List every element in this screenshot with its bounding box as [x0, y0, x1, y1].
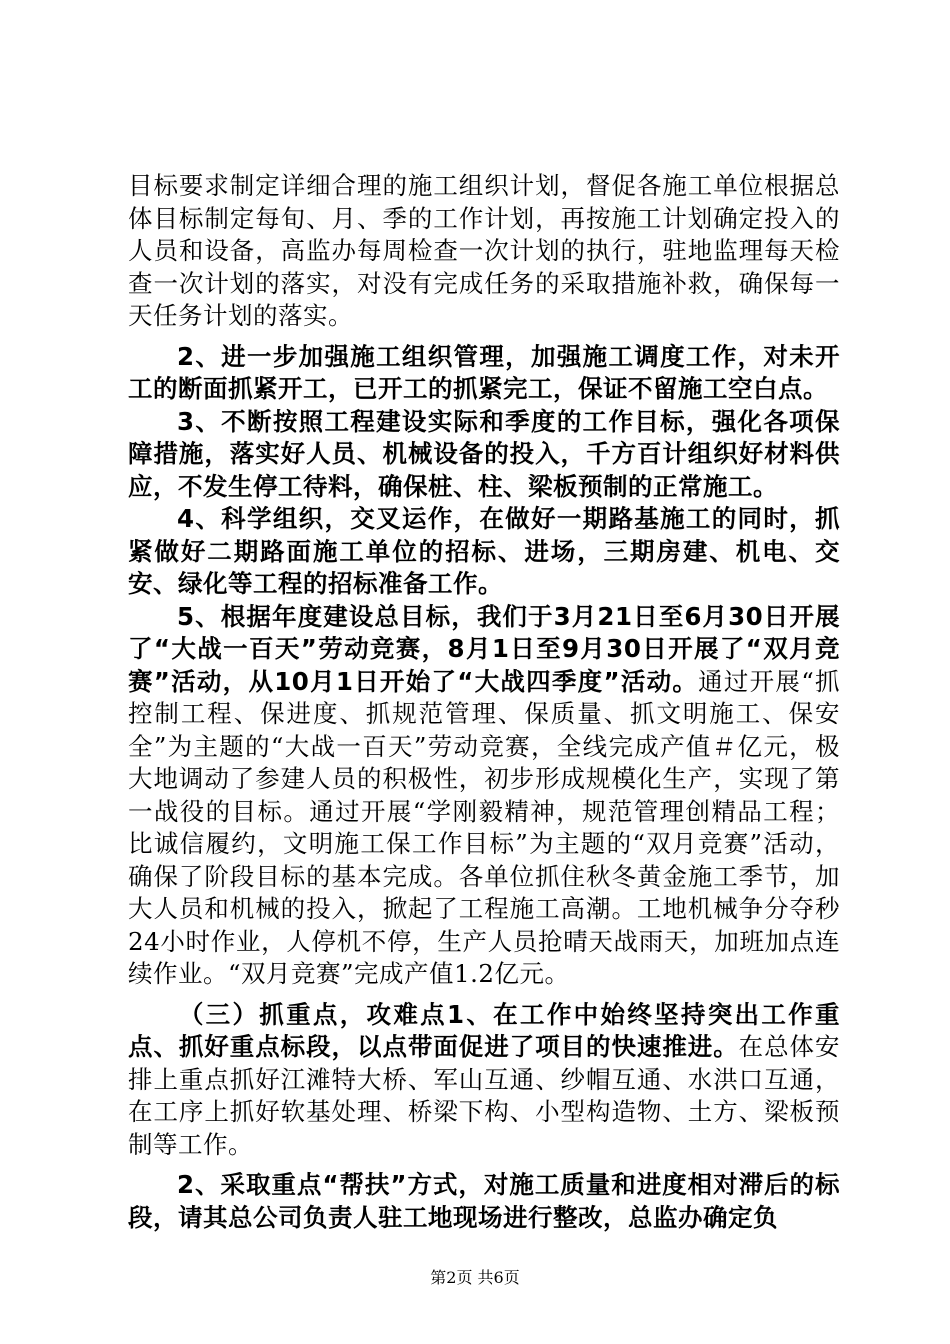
- paragraph-6: [128, 999, 840, 1162]
- paragraph-5-lead-text: 5、根据年度建设总目标，我们于3月21日至6月30日开展了“大战一百天”劳动竞赛，8月1日至9月30日开展了“双月竞赛”活动，从10月1日开始了“大战四季度”活动。: [128, 601, 840, 696]
- paragraph-2: 2、进一步加强施工组织管理，加强施工调度工作，对未开工的断面抓紧开工，已开工的抓紧完工，保证不留施工空白点。: [128, 341, 840, 403]
- paragraph-4: 4、科学组织，交叉运作，在做好一期路基施工的同时，抓紧做好二期路面施工单位的招标、进场，三期房建、机电、交安、绿化等工程的招标准备工作。: [128, 504, 840, 598]
- paragraph-7: 2、采取重点“帮扶”方式，对施工质量和进度相对滞后的标段，请其总公司负责人驻工地现场进行整改，总监办确定负: [128, 1170, 840, 1232]
- page-number-footer: 第2页 共6页: [430, 1268, 520, 1287]
- paragraph-5-body: 通过开展“抓控制工程、保进度、抓规范管理、保质量、抓文明施工、保安全”为主题的“大战一百天”劳动竞赛，全线完成产值＃亿元，极大地调动了参建人员的积极性，初步形成规模化生产，实现了第一战役的目标。通过开展“学刚毅精神，规范管理创精品工程；比诚信履约，文明施工保工作目标”为主题的“双月竞赛”活动，确保了阶段目标的基本完成。各单位抓住秋冬黄金施工季节，加大人员和机械的投入，掀起了工程施工高潮。工地机械争分夺秒24小时作业，人停机不停，生产人员抢晴天战雨天，加班加点连续作业。“双月竞赛”完成产值1.2亿元。: [128, 666, 840, 988]
- paragraph-6-lead: [128, 1000, 840, 1062]
- paragraph-6-lead-text: （三）抓重点，攻难点1、在工作中始终坚持突出工作重点、抓好重点标段，以点带面促进了项目的快速推进。: [128, 999, 840, 1061]
- paragraph-5: [128, 601, 840, 991]
- paragraph-6-body: 在总体安排上重点抓好江滩特大桥、军山互通、纱帽互通、水洪口互通，在工序上抓好软基处理、桥梁下构、小型构造物、土方、梁板预制等工作。: [128, 1032, 841, 1159]
- paragraph-1: 目标要求制定详细合理的施工组织计划，督促各施工单位根据总体目标制定每旬、月、季的工作计划，再按施工计划确定投入的人员和设备，高监办每周检查一次计划的执行，驻地监理每天检查一次计划的落实，对没有完成任务的采取措施补救，确保每一天任务计划的落实。: [128, 171, 840, 330]
- document-page: [128, 170, 840, 1234]
- paragraph-3: 3、不断按照工程建设实际和季度的工作目标，强化各项保障措施，落实好人员、机械设备的投入，千方百计组织好材料供应，不发生停工待料，确保桩、柱、梁板预制的正常施工。: [128, 406, 840, 501]
